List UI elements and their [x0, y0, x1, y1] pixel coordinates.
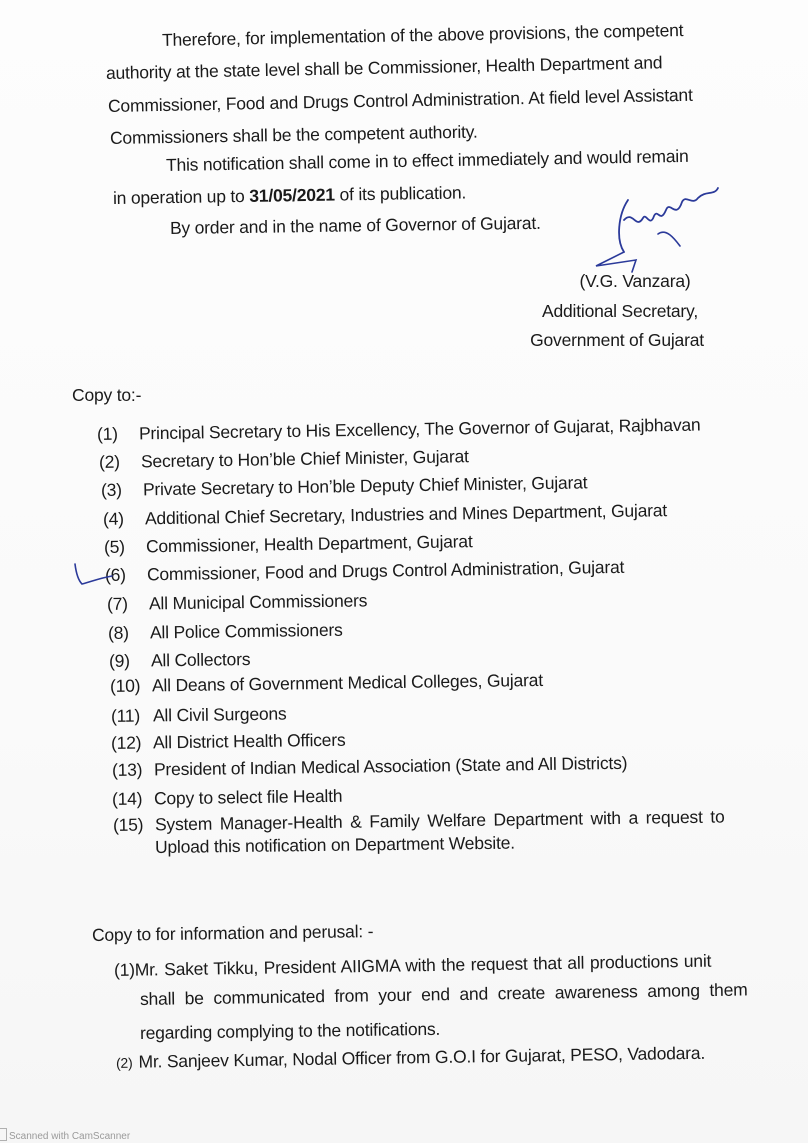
copy-to-item: (9) All Collectors	[108, 649, 251, 671]
camscanner-watermark: Scanned with CamScanner	[0, 1128, 130, 1142]
copy-to-item: (5) Commissioner, Health Department, Gujarat	[103, 531, 473, 557]
para1-line: Therefore, for implementation of the above provisions, the competent	[161, 19, 684, 50]
check-mark-icon	[70, 560, 115, 588]
para2-line: This notification shall come in to effect immediately and would remain	[165, 145, 689, 175]
copy-to-item: (11) All Civil Surgeons	[110, 703, 287, 726]
expiry-date: 31/05/2021	[249, 184, 336, 206]
copy-to-item: (1) Principal Secretary to His Excellency, The Governor of Gujarat, Rajbhavan	[96, 414, 701, 444]
copy-to-item: (7) All Municipal Commissioners	[106, 590, 368, 614]
para1-line: Commissioners shall be the competent authority.	[109, 121, 478, 148]
copy-to-item-continuation: Upload this notification on Department Website.	[154, 832, 516, 857]
copy-to-item: (8) All Police Commissioners	[107, 619, 343, 643]
para2-text: in operation up to	[112, 185, 250, 208]
copy-to-item: (15) System Manager-Health & Family Welfare Department with a request to	[112, 806, 725, 835]
para2-line	[113, 182, 466, 209]
copy-info-item: (2) Mr. Sanjeev Kumar, Nodal Officer from G.O.I for Gujarat, PESO, Vadodara.	[115, 1042, 706, 1072]
signatory-name: (V.G. Vanzara)	[579, 271, 691, 291]
copy-to-item: (6) Commissioner, Food and Drugs Control Administration, Gujarat	[104, 556, 625, 585]
copy-to-item: (14) Copy to select file Health	[111, 785, 343, 809]
copy-to-item: (4) Additional Chief Secretary, Industries and Mines Department, Gujarat	[102, 500, 668, 529]
copy-info-heading: Copy to for information and perusal: -	[91, 921, 374, 945]
signature-icon	[588, 180, 728, 280]
copy-to-item: (10) All Deans of Government Medical Colleges, Gujarat	[109, 669, 544, 696]
copy-to-heading: Copy to:-	[72, 385, 142, 405]
para1-line: authority at the state level shall be Commissioner, Health Department and	[105, 52, 663, 83]
copy-to-item: (13) President of Indian Medical Association (State and All Districts)	[111, 752, 628, 780]
copy-info-item-continuation: shall be communicated from your end and create awareness among them	[139, 979, 748, 1009]
signatory-office: Government of Gujarat	[530, 330, 704, 350]
signatory-designation: Additional Secretary,	[542, 301, 698, 321]
copy-to-item: (12) All District Health Officers	[110, 729, 346, 753]
copy-info-item: (1)Mr. Saket Tikku, President AIIGMA with the request that all productions unit	[113, 950, 712, 980]
para2-text: of its publication.	[334, 182, 467, 205]
copy-info-item-continuation: regarding complying to the notifications.	[139, 1018, 441, 1043]
order-line: By order and in the name of Governor of Gujarat.	[169, 212, 541, 238]
copy-to-item: (2) Secretary to Hon’ble Chief Minister, Gujarat	[98, 446, 469, 472]
para1-line: Commissioner, Food and Drugs Control Administration. At field level Assistant	[107, 84, 693, 116]
copy-to-item: (3) Private Secretary to Hon’ble Deputy Chief Minister, Gujarat	[100, 472, 588, 500]
camscanner-icon	[0, 1128, 7, 1141]
